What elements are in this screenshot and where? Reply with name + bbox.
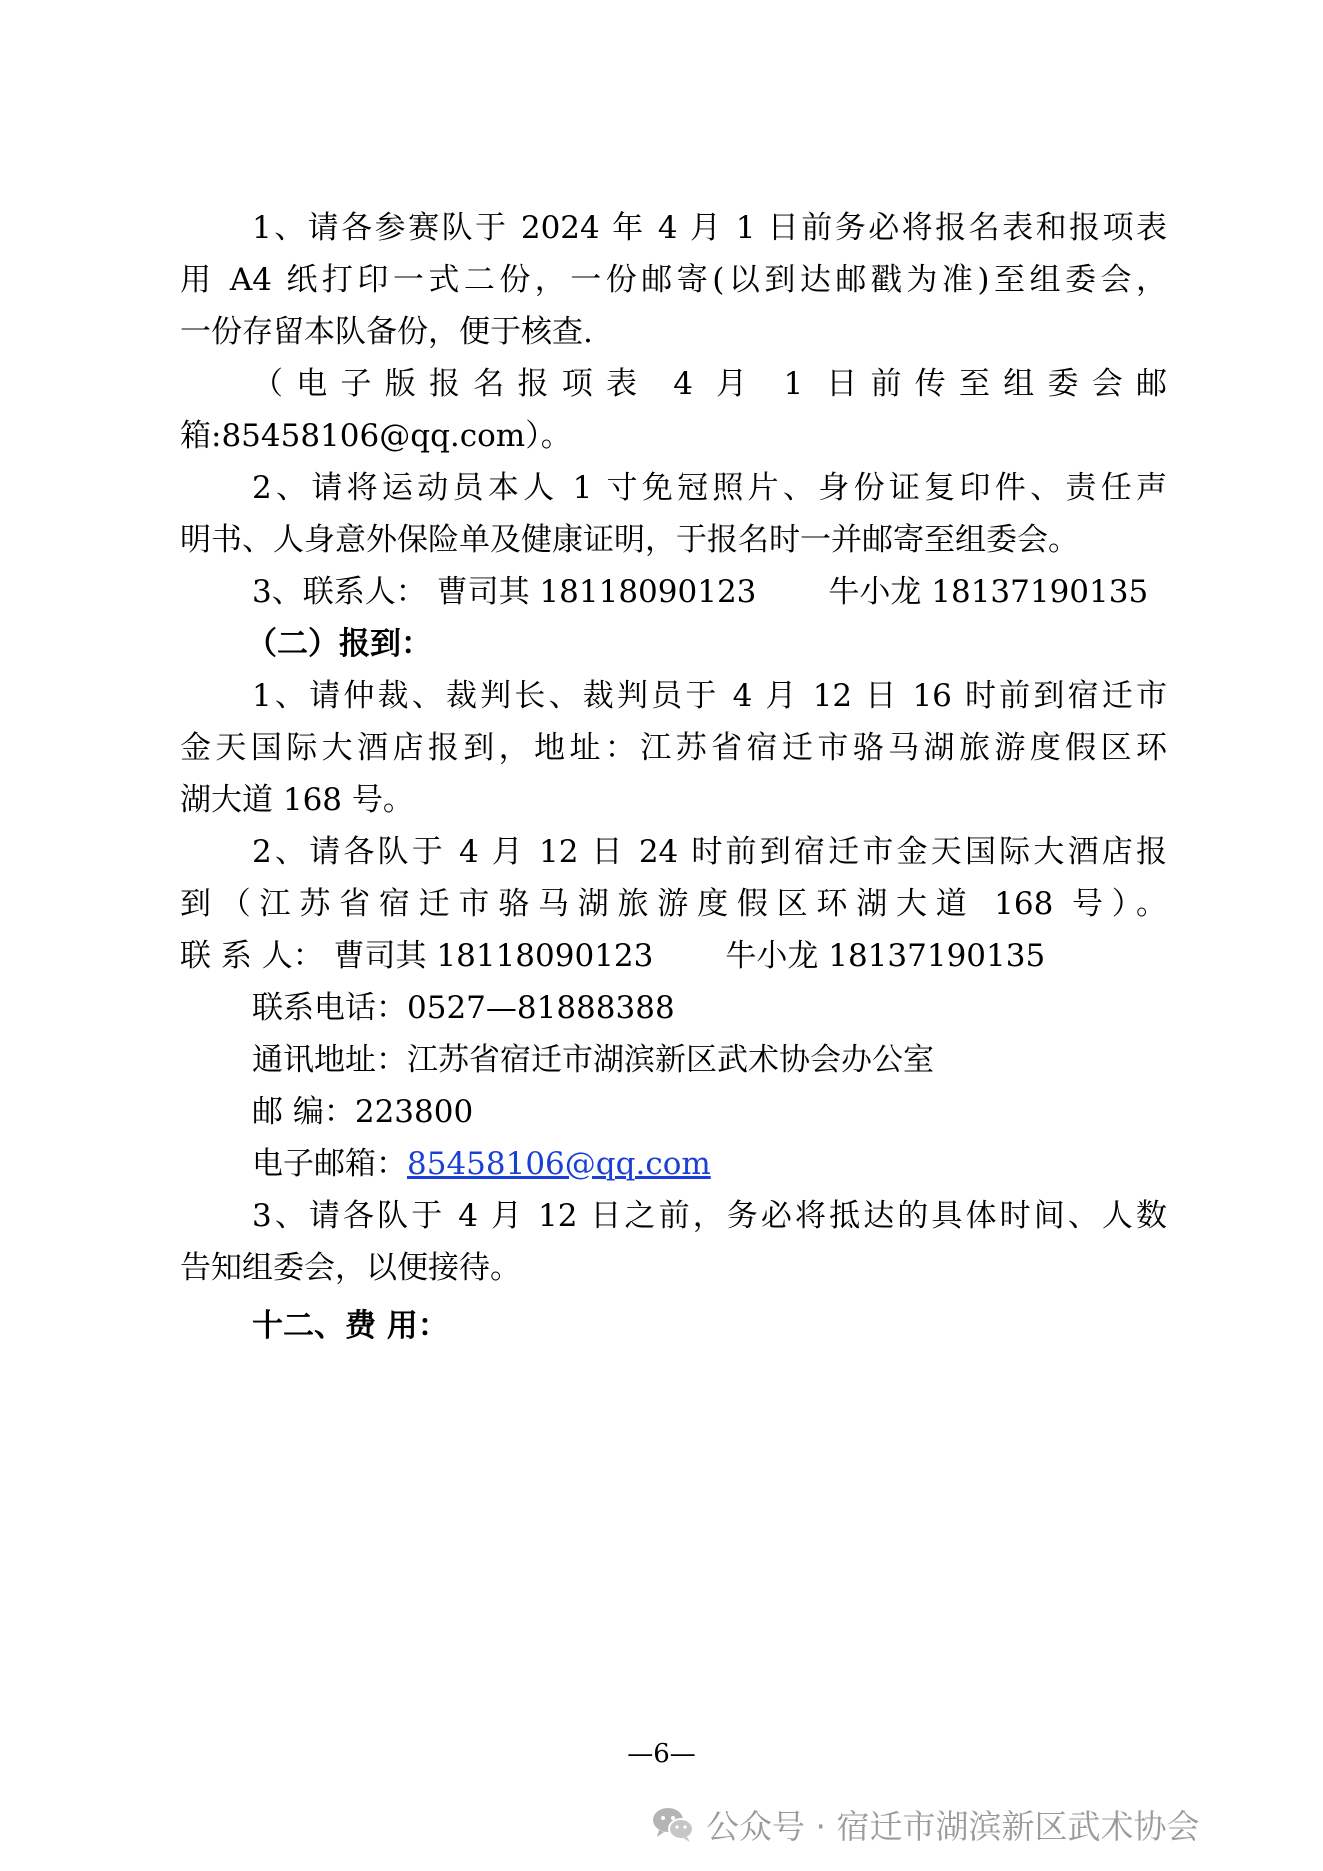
contact-line: [252, 572, 1148, 612]
paragraph-line: （电子版报名报项表 4 月 1 日前传至组委会邮: [252, 366, 1167, 402]
paragraph-line: 1、请仲裁、裁判长、裁判员于 4 月 12 日 16 时前到宿迁市: [252, 678, 1167, 714]
paragraph-line: 告知组委会，以便接待。: [180, 1250, 521, 1286]
watermark: [650, 1802, 1199, 1846]
contact-person-1: 联 系 人： 曹司其 18118090123: [180, 938, 654, 974]
postcode-line: 邮 编：223800: [252, 1094, 474, 1130]
section-heading: （二）报到：: [246, 626, 432, 662]
watermark-text: 公众号 · 宿迁市湖滨新区武术协会: [706, 1806, 1200, 1846]
paragraph-line: 金天国际大酒店报到，地址：江苏省宿迁市骆马湖旅游度假区环: [180, 730, 1167, 766]
contact-person-2: 牛小龙 18137190135: [725, 938, 1046, 974]
paragraph-line: 3、请各队于 4 月 12 日之前，务必将抵达的具体时间、人数: [252, 1198, 1167, 1234]
email-link[interactable]: 85458106@qq.com: [407, 1146, 711, 1182]
phone-line: 联系电话：0527—81888388: [252, 990, 675, 1026]
paragraph-line: 2、请各队于 4 月 12 日 24 时前到宿迁市金天国际大酒店报: [252, 834, 1167, 870]
paragraph-line: 到（江苏省宿迁市骆马湖旅游度假区环湖大道 168 号）。: [180, 886, 1167, 922]
paragraph-line: 一份存留本队备份，便于核查.: [180, 314, 593, 350]
contact-person-1: 3、联系人： 曹司其 18118090123: [252, 574, 757, 610]
section-heading: 十二、费 用：: [252, 1308, 449, 1344]
contact-line: [180, 936, 1045, 976]
wechat-icon: [650, 1805, 696, 1843]
paragraph-line: 2、请将运动员本人 1 寸免冠照片、身份证复印件、责任声: [252, 470, 1167, 506]
paragraph-line: 箱:85458106@qq.com）。: [180, 418, 572, 454]
contact-person-2: 牛小龙 18137190135: [828, 574, 1149, 610]
page-number: —6—: [627, 1739, 696, 1769]
email-label: 电子邮箱：: [252, 1146, 407, 1182]
paragraph-line: 用 A4 纸打印一式二份，一份邮寄(以到达邮戳为准)至组委会，: [180, 262, 1167, 298]
paragraph-line: 明书、人身意外保险单及健康证明，于报名时一并邮寄至组委会。: [180, 522, 1079, 558]
paragraph-line: 湖大道 168 号。: [180, 782, 414, 818]
email-line: [252, 1144, 711, 1184]
paragraph-line: 1、请各参赛队于 2024 年 4 月 1 日前务必将报名表和报项表: [252, 210, 1167, 246]
address-line: 通讯地址：江苏省宿迁市湖滨新区武术协会办公室: [252, 1042, 934, 1078]
